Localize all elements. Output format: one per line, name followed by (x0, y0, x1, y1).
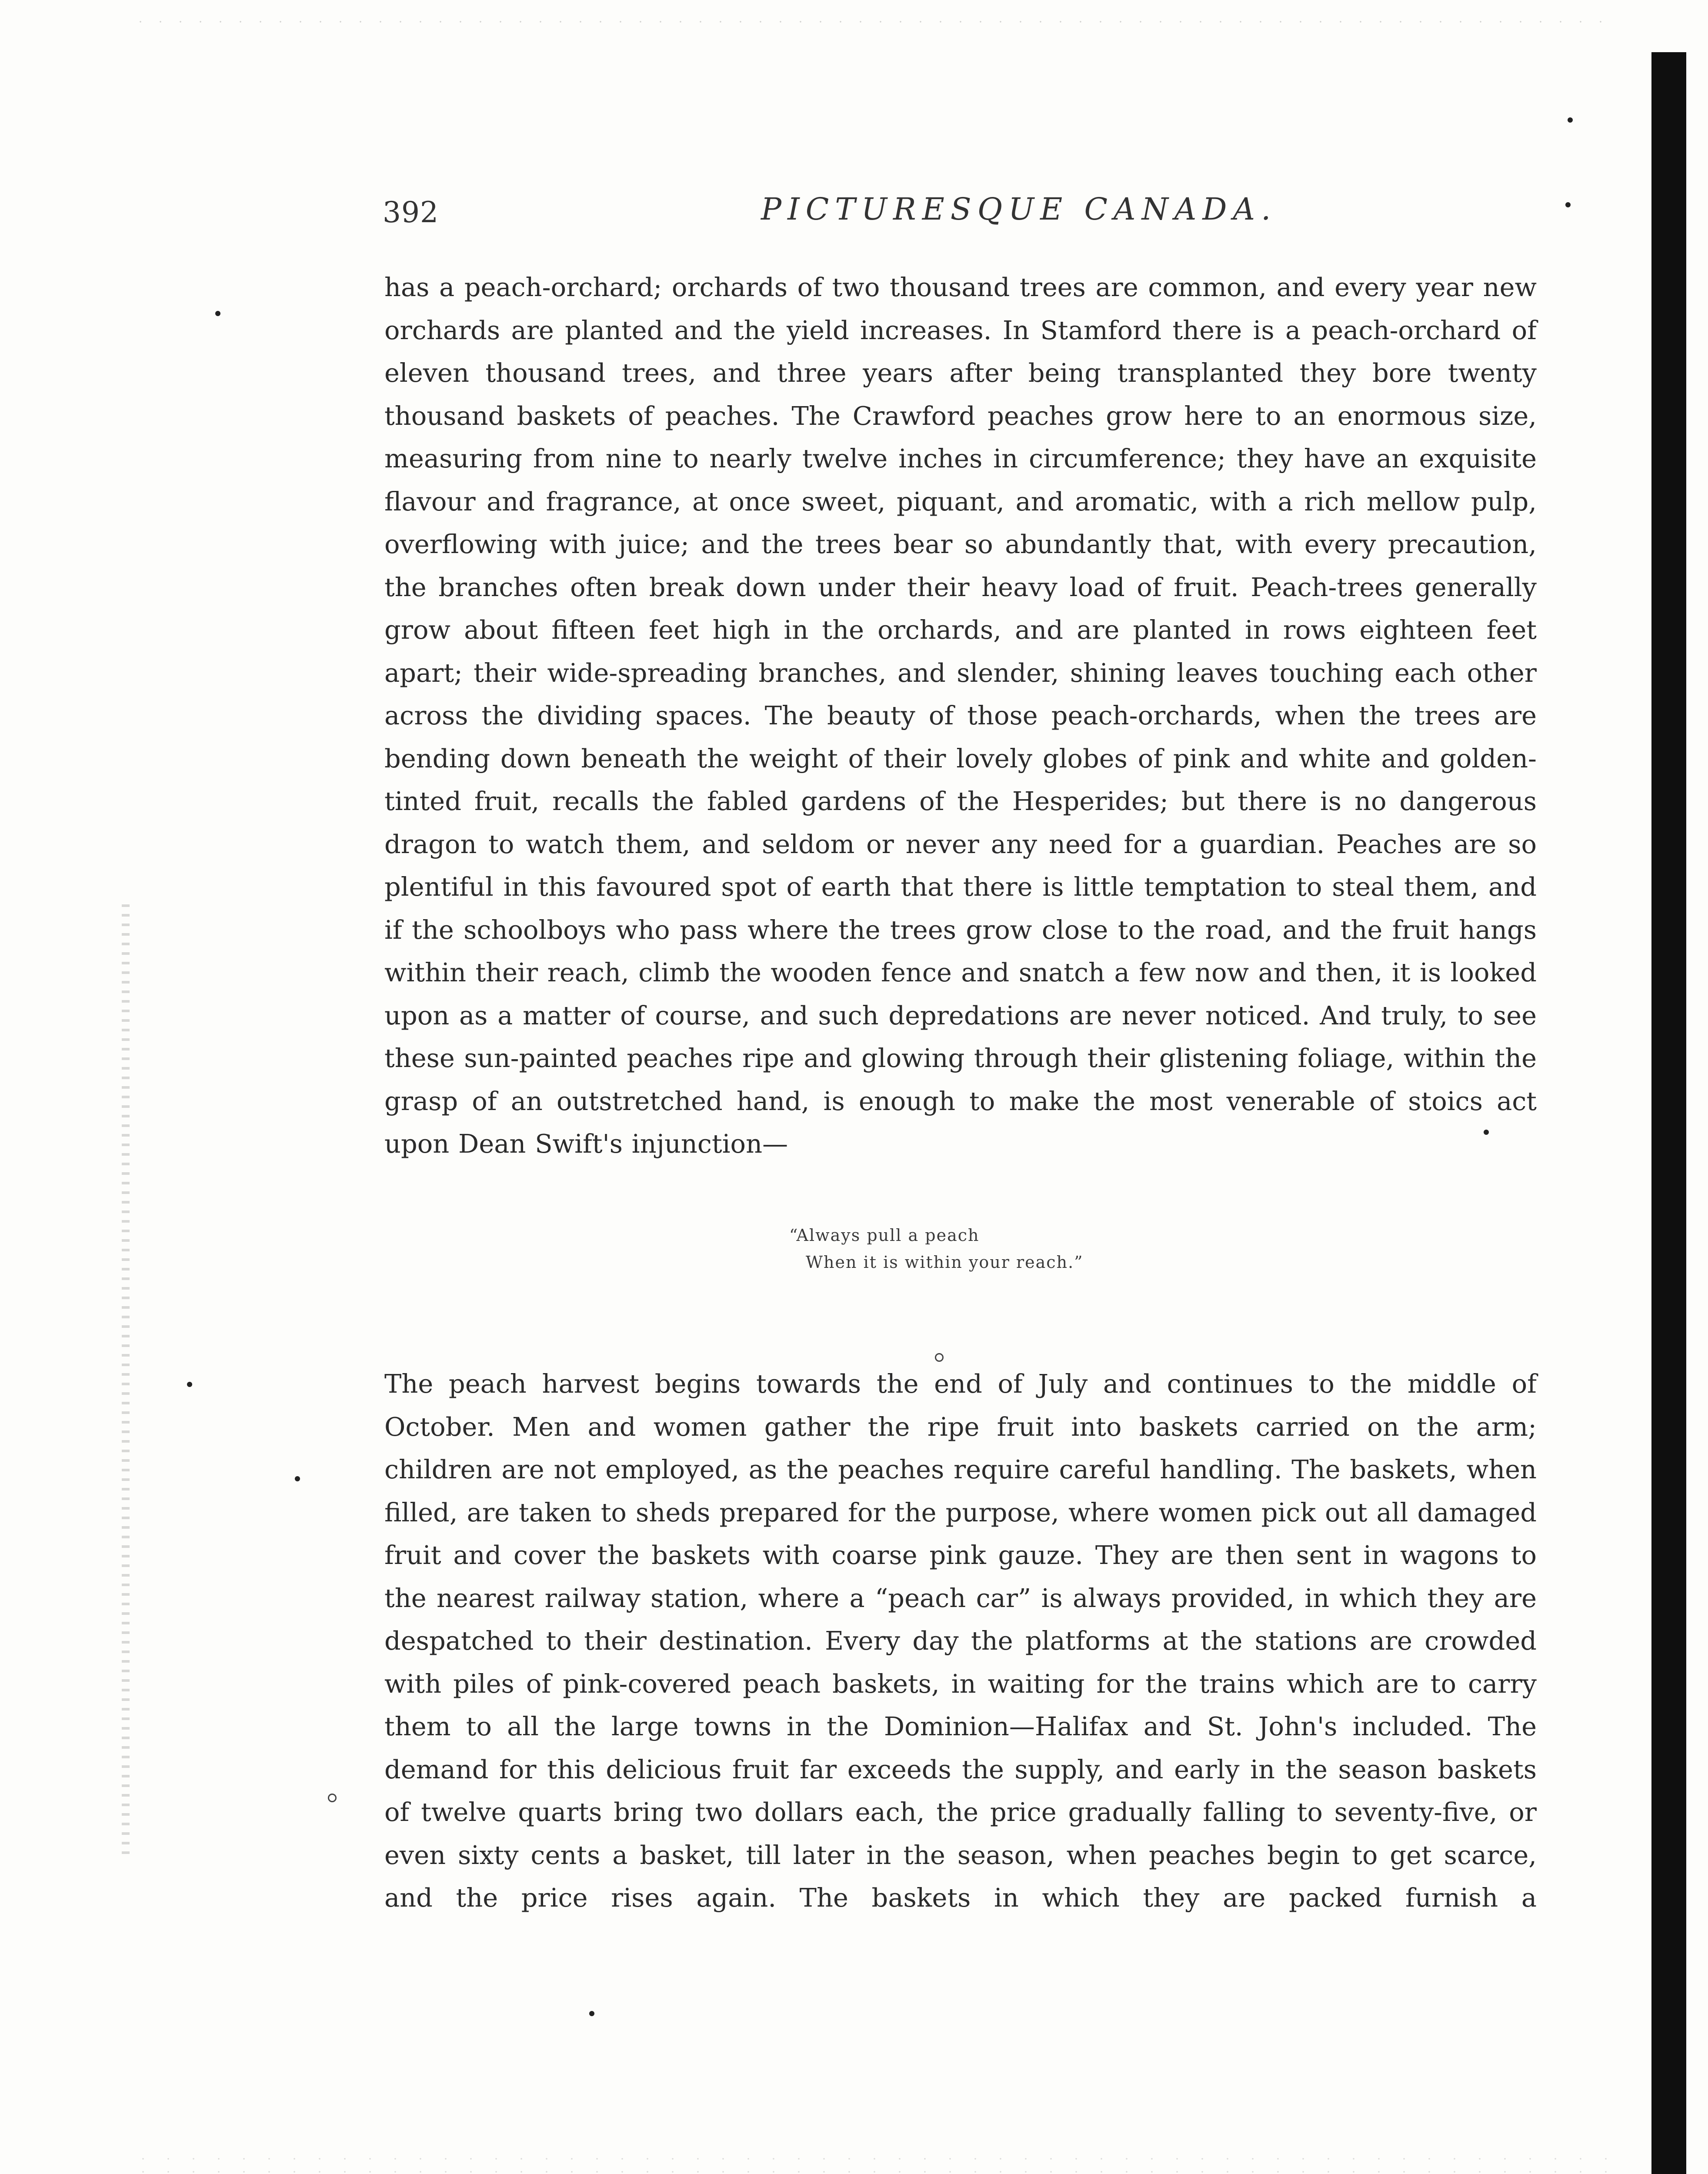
page-edge-specks (130, 13, 1609, 30)
scan-edge-bar (1651, 52, 1686, 2174)
ink-speck (589, 2011, 594, 2016)
ink-speck (1565, 202, 1571, 207)
ink-ring (935, 1353, 944, 1362)
body-paragraph: The peach harvest begins towards the end of July and continues to the middle of October. Men and women gather the ripe fruit into baskets carried on the arm; children are not employed, as the peaches require careful handling. The baskets, when filled, are taken to sheds prepared for the purpose, where women pick out all damaged fruit and cover the baskets with coarse pink gauze. They are then sent in wagons to the nearest railway station, where a “peach car” is always provided, in which they are despatched to their destination. Every day the platforms at the stations are crowded with piles of pink-covered peach baskets, in waiting for the trains which are to carry them to all the large towns in the Dominion—Halifax and St. John's included. The demand for this delicious fruit far exceeds the supply, and early in the season baskets of twelve quarts bring two dollars each, the price gradually falling to seventy-five, or even sixty cents a basket, till later in the season, when peaches begin to get scarce, and the price rises again. The baskets in which they are packed furnish a (384, 1369, 1537, 1913)
binding-stain (122, 904, 130, 1861)
ink-speck (295, 1476, 300, 1481)
verse-quotation (789, 1222, 1181, 1276)
ink-speck (187, 1382, 192, 1387)
quote-line: When it is within your reach.” (806, 1253, 1084, 1272)
quote-line: “Always pull a peach (789, 1226, 980, 1245)
page-number: 392 (383, 196, 439, 229)
page-header (383, 187, 1539, 235)
ink-speck (1568, 117, 1573, 123)
page-edge-specks (130, 2152, 1609, 2174)
ink-ring (328, 1794, 337, 1802)
ink-speck (215, 311, 220, 316)
body-paragraph: has a peach-orchard; orchards of two thousand trees are common, and every year new orchards are planted and the yield increases. In Stamford there is a peach-orchard of eleven thousand trees, and three years after being transplanted they bore twenty thousand baskets of peaches. The Crawford peaches grow here to an enormous size, measuring from nine to nearly twelve inches in circumference; they have an exquisite flavour and fragrance, at once sweet, piquant, and aromatic, with a rich mellow pulp, overflowing with juice; and the trees bear so abundantly that, with every precaution, the branches often break down under their heavy load of fruit. Peach-trees generally grow about fifteen feet high in the orchards, and are planted in rows eighteen feet apart; their wide-spreading branches, and slender, shining leaves touching each other across the dividing spaces. The beauty of those peach-orchards, when the trees are bending down beneath the weight of their lovely globes of pink and white and golden-tinted fruit, recalls the fabled gardens of the Hesperides; but there is no dangerous dragon to watch them, and seldom or never any need for a guardian. Peaches are so plentiful in this favoured spot of earth that there is little temptation to steal them, and if the schoolboys who pass where the trees grow close to the road, and the fruit hangs within their reach, climb the wooden fence and snatch a few now and then, it is looked upon as a matter of course, and such depredations are never noticed. And truly, to see these sun-painted peaches ripe and glowing through their glistening foliage, within the grasp of an outstretched hand, is enough to make the most venerable of stoics act upon Dean Swift's injunction— (384, 272, 1537, 1159)
running-title: PICTURESQUE CANADA. (761, 191, 1277, 227)
